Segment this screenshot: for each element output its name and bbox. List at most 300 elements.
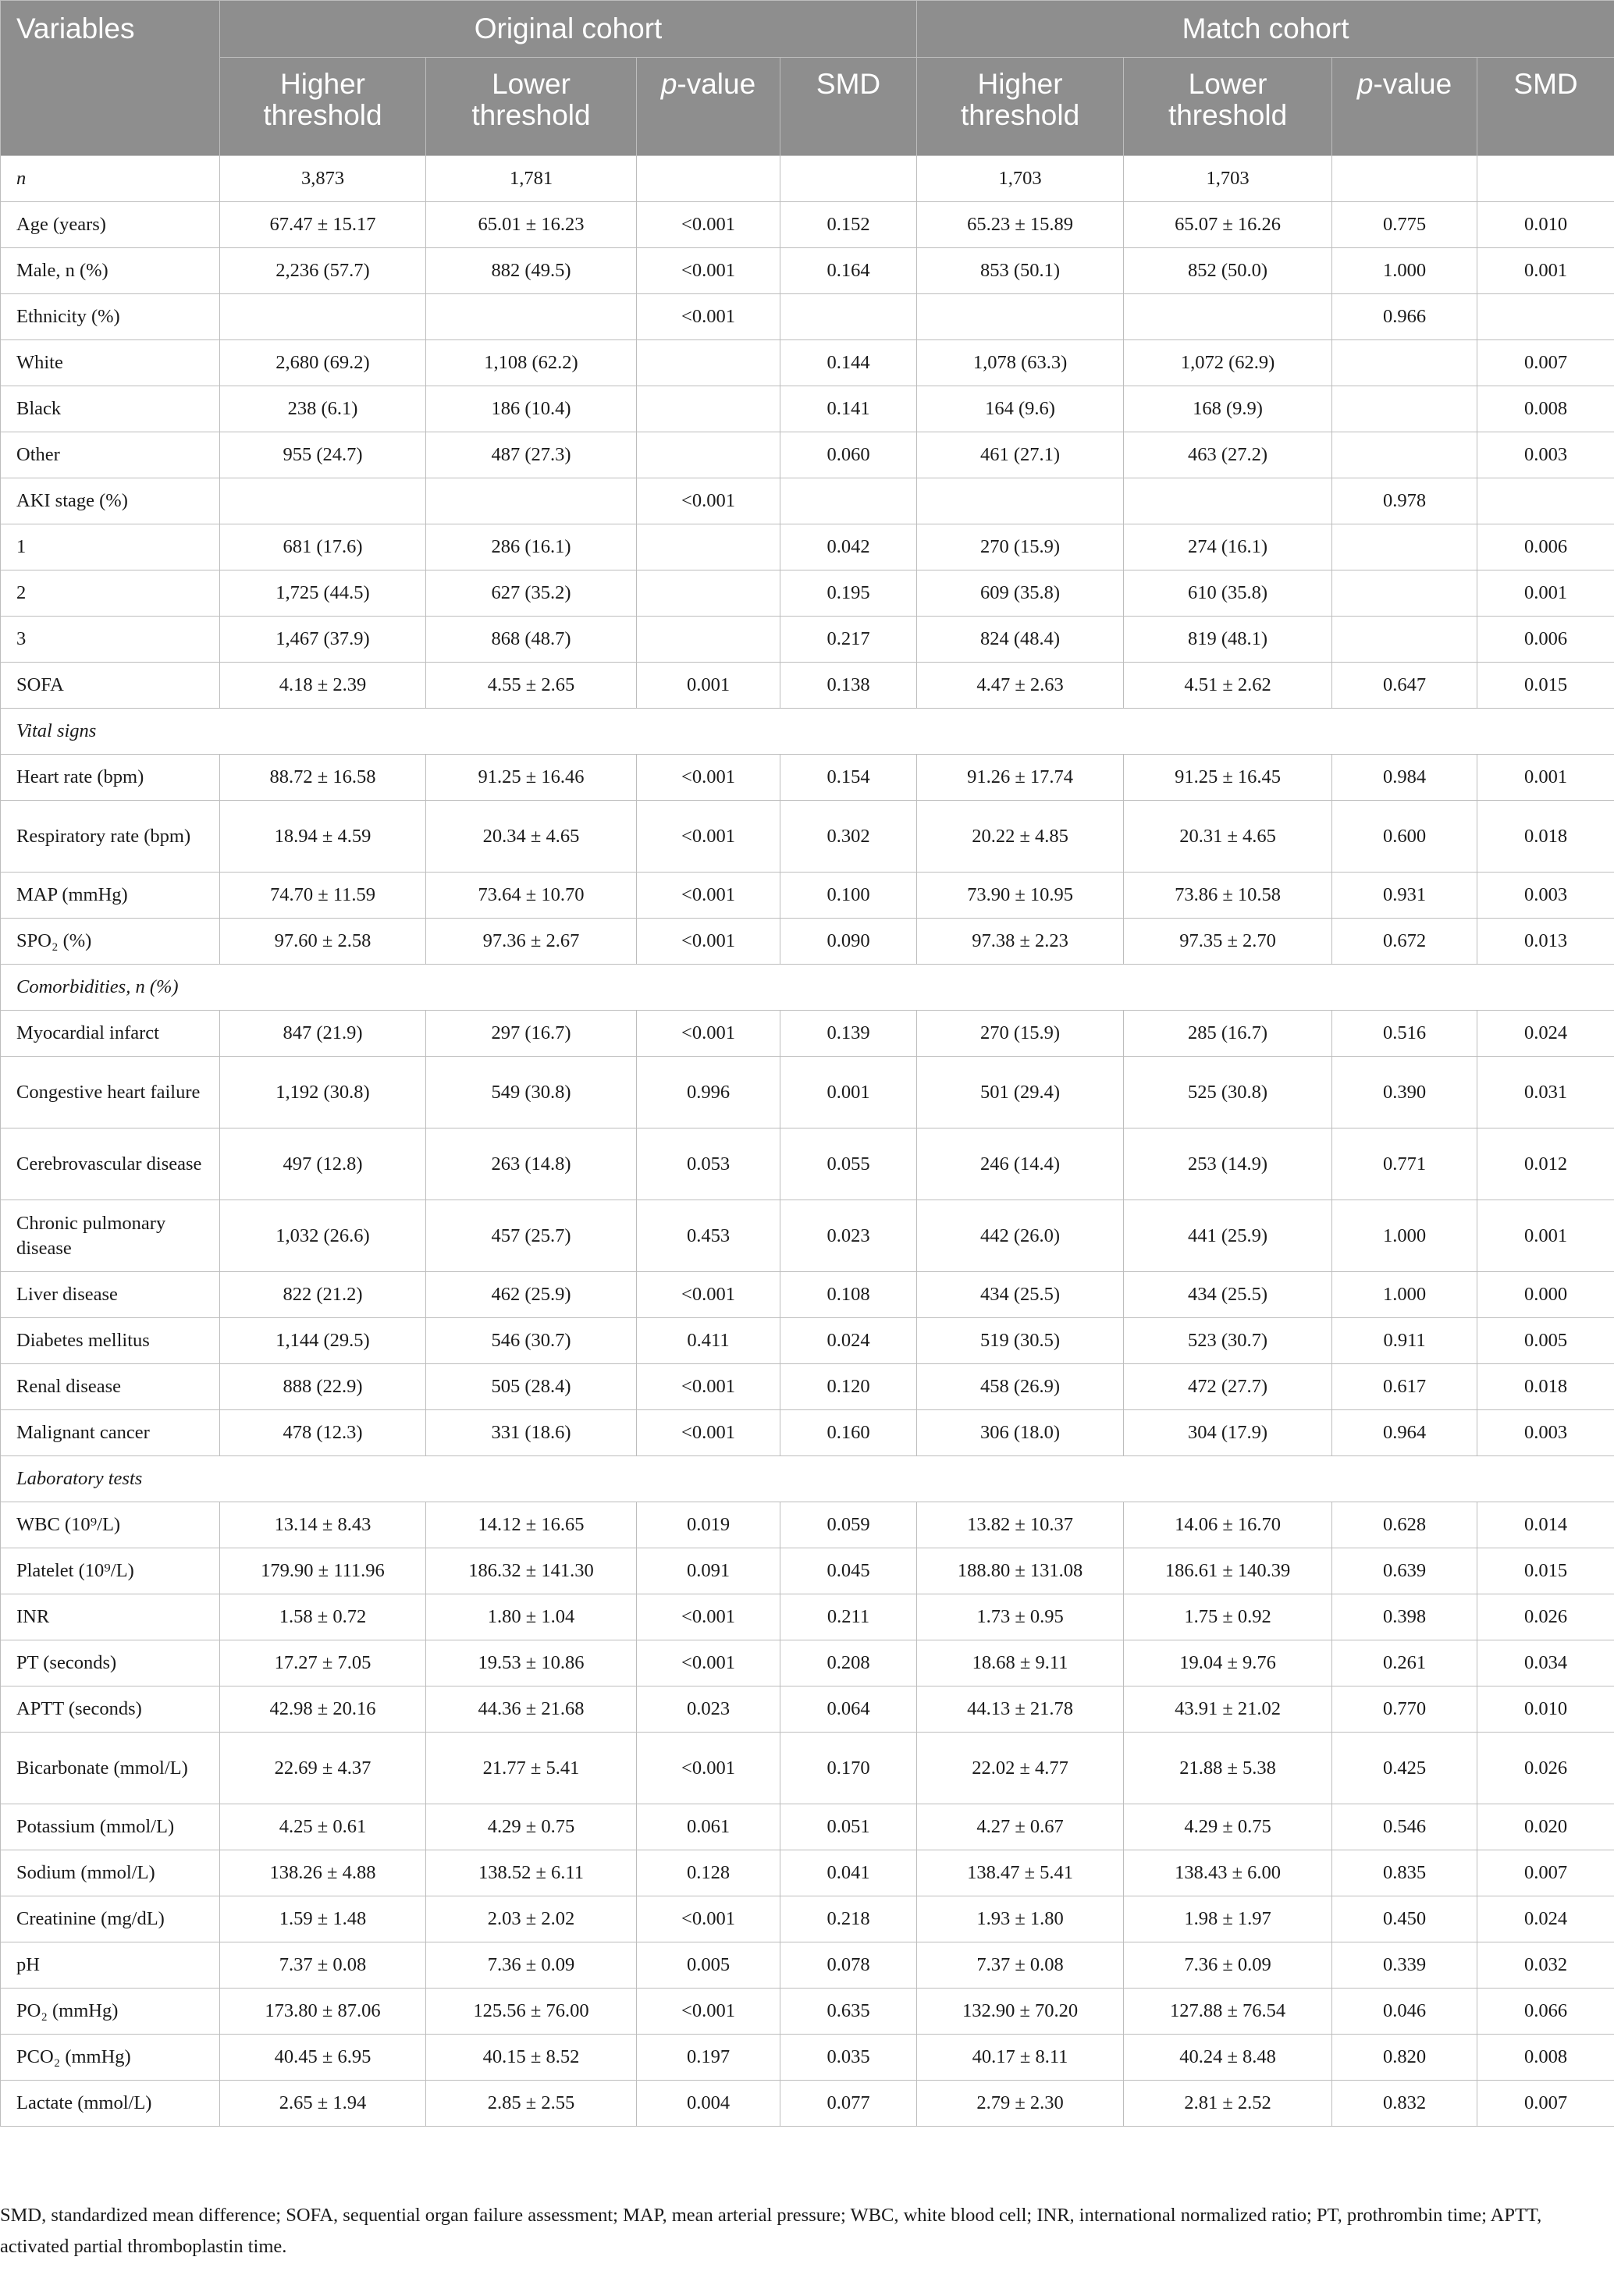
table-cell: 0.138 bbox=[780, 663, 917, 709]
table-cell: 73.90 ± 10.95 bbox=[917, 873, 1124, 919]
table-cell: 173.80 ± 87.06 bbox=[220, 1989, 426, 2035]
table-cell: 4.29 ± 0.75 bbox=[1124, 1804, 1332, 1850]
table-cell: <0.001 bbox=[637, 1594, 780, 1640]
table-cell: 0.023 bbox=[637, 1686, 780, 1733]
table-cell bbox=[1477, 294, 1614, 340]
table-cell: 0.771 bbox=[1332, 1128, 1477, 1200]
table-cell: 868 (48.7) bbox=[426, 617, 637, 663]
table-cell bbox=[220, 294, 426, 340]
row-label: Ethnicity (%) bbox=[1, 294, 220, 340]
table-cell: 681 (17.6) bbox=[220, 524, 426, 570]
row-label: Diabetes mellitus bbox=[1, 1318, 220, 1364]
table-row bbox=[1, 873, 1614, 919]
table-cell bbox=[1124, 294, 1332, 340]
row-label: Bicarbonate (mmol/L) bbox=[1, 1733, 220, 1804]
table-cell: 132.90 ± 70.20 bbox=[917, 1989, 1124, 2035]
table-cell: 1.75 ± 0.92 bbox=[1124, 1594, 1332, 1640]
table-cell bbox=[1332, 617, 1477, 663]
table-cell: 0.066 bbox=[1477, 1989, 1614, 2035]
table-cell: 0.390 bbox=[1332, 1057, 1477, 1128]
row-label: 1 bbox=[1, 524, 220, 570]
table-cell: 1,192 (30.8) bbox=[220, 1057, 426, 1128]
table-cell: 97.38 ± 2.23 bbox=[917, 919, 1124, 965]
table-cell: 1.59 ± 1.48 bbox=[220, 1896, 426, 1942]
original-cohort-header: Original cohort bbox=[220, 1, 917, 58]
table-cell: 97.36 ± 2.67 bbox=[426, 919, 637, 965]
table-cell: <0.001 bbox=[637, 919, 780, 965]
table-cell: 0.128 bbox=[637, 1850, 780, 1896]
table-cell: <0.001 bbox=[637, 801, 780, 873]
table-cell: 478 (12.3) bbox=[220, 1410, 426, 1456]
row-label: Liver disease bbox=[1, 1272, 220, 1318]
table-cell: 186.61 ± 140.39 bbox=[1124, 1548, 1332, 1594]
row-label: n bbox=[1, 156, 220, 202]
table-cell: 22.02 ± 4.77 bbox=[917, 1733, 1124, 1804]
table-cell: 0.211 bbox=[780, 1594, 917, 1640]
row-label: Platelet (10⁹/L) bbox=[1, 1548, 220, 1594]
subcolumn-header: SMD bbox=[780, 58, 917, 156]
table-cell: 0.832 bbox=[1332, 2081, 1477, 2127]
table-row bbox=[1, 801, 1614, 873]
table-cell: 274 (16.1) bbox=[1124, 524, 1332, 570]
table-row bbox=[1, 1364, 1614, 1410]
table-cell: 97.35 ± 2.70 bbox=[1124, 919, 1332, 965]
table-cell: 0.208 bbox=[780, 1640, 917, 1686]
table-cell: 1.80 ± 1.04 bbox=[426, 1594, 637, 1640]
table-cell: 186 (10.4) bbox=[426, 386, 637, 432]
table-cell bbox=[426, 294, 637, 340]
table-cell: 505 (28.4) bbox=[426, 1364, 637, 1410]
table-cell: 0.398 bbox=[1332, 1594, 1477, 1640]
table-cell: 7.36 ± 0.09 bbox=[426, 1942, 637, 1989]
row-label: APTT (seconds) bbox=[1, 1686, 220, 1733]
table-cell: 1,072 (62.9) bbox=[1124, 340, 1332, 386]
table-cell: <0.001 bbox=[637, 1272, 780, 1318]
table-cell bbox=[917, 294, 1124, 340]
table-cell bbox=[637, 432, 780, 478]
table-cell: 331 (18.6) bbox=[426, 1410, 637, 1456]
table-cell bbox=[1477, 478, 1614, 524]
variables-header: Variables bbox=[1, 1, 220, 156]
table-cell: 0.835 bbox=[1332, 1850, 1477, 1896]
table-cell: 0.516 bbox=[1332, 1011, 1477, 1057]
table-cell bbox=[1332, 432, 1477, 478]
table-cell: 4.27 ± 0.67 bbox=[917, 1804, 1124, 1850]
table-row bbox=[1, 1057, 1614, 1128]
section-row bbox=[1, 709, 1614, 755]
table-cell: 1.000 bbox=[1332, 1272, 1477, 1318]
table-cell: 0.770 bbox=[1332, 1686, 1477, 1733]
table-cell: 0.450 bbox=[1332, 1896, 1477, 1942]
table-cell bbox=[1332, 524, 1477, 570]
table-cell: 853 (50.1) bbox=[917, 248, 1124, 294]
table-cell: 65.01 ± 16.23 bbox=[426, 202, 637, 248]
row-label: Heart rate (bpm) bbox=[1, 755, 220, 801]
table-cell: 472 (27.7) bbox=[1124, 1364, 1332, 1410]
table-cell: 67.47 ± 15.17 bbox=[220, 202, 426, 248]
table-cell: 0.120 bbox=[780, 1364, 917, 1410]
table-cell: 1.93 ± 1.80 bbox=[917, 1896, 1124, 1942]
table-cell: 1,078 (63.3) bbox=[917, 340, 1124, 386]
table-cell: 18.94 ± 4.59 bbox=[220, 801, 426, 873]
table-cell: 20.31 ± 4.65 bbox=[1124, 801, 1332, 873]
table-cell: 627 (35.2) bbox=[426, 570, 637, 617]
row-label: Myocardial infarct bbox=[1, 1011, 220, 1057]
row-label: Other bbox=[1, 432, 220, 478]
table-cell: 0.152 bbox=[780, 202, 917, 248]
table-cell: 17.27 ± 7.05 bbox=[220, 1640, 426, 1686]
table-cell: 179.90 ± 111.96 bbox=[220, 1548, 426, 1594]
table-row bbox=[1, 663, 1614, 709]
table-cell bbox=[637, 524, 780, 570]
table-cell: 0.775 bbox=[1332, 202, 1477, 248]
table-cell: 65.23 ± 15.89 bbox=[917, 202, 1124, 248]
table-cell: 0.046 bbox=[1332, 1989, 1477, 2035]
table-cell: 74.70 ± 11.59 bbox=[220, 873, 426, 919]
table-cell bbox=[1124, 478, 1332, 524]
table-cell: 0.001 bbox=[1477, 248, 1614, 294]
section-row bbox=[1, 965, 1614, 1011]
table-cell: 0.600 bbox=[1332, 801, 1477, 873]
table-cell: 0.005 bbox=[1477, 1318, 1614, 1364]
table-cell: 0.144 bbox=[780, 340, 917, 386]
table-row bbox=[1, 1410, 1614, 1456]
table-cell: 7.37 ± 0.08 bbox=[220, 1942, 426, 1989]
table-cell: 91.25 ± 16.46 bbox=[426, 755, 637, 801]
table-cell bbox=[1332, 570, 1477, 617]
table-cell: 0.012 bbox=[1477, 1128, 1614, 1200]
table-cell: 0.001 bbox=[1477, 1200, 1614, 1272]
table-cell: 4.29 ± 0.75 bbox=[426, 1804, 637, 1850]
table-cell: 0.261 bbox=[1332, 1640, 1477, 1686]
table-cell: 20.22 ± 4.85 bbox=[917, 801, 1124, 873]
table-cell: 4.25 ± 0.61 bbox=[220, 1804, 426, 1850]
table-cell: 0.820 bbox=[1332, 2035, 1477, 2081]
table-cell: 525 (30.8) bbox=[1124, 1057, 1332, 1128]
table-cell: 44.36 ± 21.68 bbox=[426, 1686, 637, 1733]
table-cell: 501 (29.4) bbox=[917, 1057, 1124, 1128]
table-cell: 1.58 ± 0.72 bbox=[220, 1594, 426, 1640]
table-cell: 0.026 bbox=[1477, 1733, 1614, 1804]
table-cell: 0.060 bbox=[780, 432, 917, 478]
subcolumn-header: Lower threshold bbox=[1124, 58, 1332, 156]
table-cell: 0.217 bbox=[780, 617, 917, 663]
table-cell: 13.14 ± 8.43 bbox=[220, 1502, 426, 1548]
table-cell: 22.69 ± 4.37 bbox=[220, 1733, 426, 1804]
table-row bbox=[1, 1686, 1614, 1733]
table-cell: 0.010 bbox=[1477, 1686, 1614, 1733]
table-cell: <0.001 bbox=[637, 873, 780, 919]
table-cell: 0.141 bbox=[780, 386, 917, 432]
table-cell: 0.015 bbox=[1477, 1548, 1614, 1594]
table-cell: 0.425 bbox=[1332, 1733, 1477, 1804]
table-footnote: SMD, standardized mean difference; SOFA, sequential organ failure assessment; MAP, mean arterial pressure; WBC, white blood cell; INR, international normalized ratio; PT, prothrombin time; APTT, activated partial thromboplastin time. bbox=[0, 2205, 1542, 2257]
table-row bbox=[1, 1804, 1614, 1850]
table-cell: 0.077 bbox=[780, 2081, 917, 2127]
table-cell: 40.15 ± 8.52 bbox=[426, 2035, 637, 2081]
table-cell: 0.197 bbox=[637, 2035, 780, 2081]
table-cell: 91.25 ± 16.45 bbox=[1124, 755, 1332, 801]
table-cell: 0.005 bbox=[637, 1942, 780, 1989]
table-cell: 442 (26.0) bbox=[917, 1200, 1124, 1272]
table-cell: <0.001 bbox=[637, 202, 780, 248]
table-cell: 1,467 (37.9) bbox=[220, 617, 426, 663]
table-cell bbox=[637, 340, 780, 386]
table-cell: 0.004 bbox=[637, 2081, 780, 2127]
table-cell: 888 (22.9) bbox=[220, 1364, 426, 1410]
table-row bbox=[1, 1989, 1614, 2035]
row-label: INR bbox=[1, 1594, 220, 1640]
table-cell: 0.978 bbox=[1332, 478, 1477, 524]
table-cell: 19.53 ± 10.86 bbox=[426, 1640, 637, 1686]
table-cell: 286 (16.1) bbox=[426, 524, 637, 570]
table-cell: 127.88 ± 76.54 bbox=[1124, 1989, 1332, 2035]
row-label: Sodium (mmol/L) bbox=[1, 1850, 220, 1896]
table-cell: 0.008 bbox=[1477, 386, 1614, 432]
table-cell: 497 (12.8) bbox=[220, 1128, 426, 1200]
table-cell: 40.17 ± 8.11 bbox=[917, 2035, 1124, 2081]
table-cell: 1,032 (26.6) bbox=[220, 1200, 426, 1272]
table-row bbox=[1, 386, 1614, 432]
section-label: Vital signs bbox=[1, 709, 1614, 755]
table-cell: 1,781 bbox=[426, 156, 637, 202]
table-row bbox=[1, 1502, 1614, 1548]
table-cell: 164 (9.6) bbox=[917, 386, 1124, 432]
row-label: Cerebrovascular disease bbox=[1, 1128, 220, 1200]
table-cell: <0.001 bbox=[637, 1896, 780, 1942]
match-cohort-header: Match cohort bbox=[917, 1, 1614, 58]
table-cell: <0.001 bbox=[637, 1410, 780, 1456]
table-cell: 461 (27.1) bbox=[917, 432, 1124, 478]
table-cell bbox=[1332, 386, 1477, 432]
table-cell: 0.007 bbox=[1477, 340, 1614, 386]
table-cell: 1,703 bbox=[917, 156, 1124, 202]
table-cell: <0.001 bbox=[637, 1640, 780, 1686]
table-row bbox=[1, 1011, 1614, 1057]
row-label: 2 bbox=[1, 570, 220, 617]
table-cell: 0.931 bbox=[1332, 873, 1477, 919]
table-row bbox=[1, 2081, 1614, 2127]
table-cell: 487 (27.3) bbox=[426, 432, 637, 478]
subheader-row bbox=[1, 58, 1614, 156]
table-row bbox=[1, 1272, 1614, 1318]
table-body bbox=[1, 156, 1614, 2127]
table-cell: 0.007 bbox=[1477, 2081, 1614, 2127]
row-label: White bbox=[1, 340, 220, 386]
table-cell bbox=[780, 478, 917, 524]
table-cell: 7.36 ± 0.09 bbox=[1124, 1942, 1332, 1989]
table-cell: 2,236 (57.7) bbox=[220, 248, 426, 294]
table-row bbox=[1, 156, 1614, 202]
table-cell: 0.411 bbox=[637, 1318, 780, 1364]
table-cell: 0.035 bbox=[780, 2035, 917, 2081]
table-cell bbox=[780, 294, 917, 340]
table-cell: 0.647 bbox=[1332, 663, 1477, 709]
table-cell: 1,108 (62.2) bbox=[426, 340, 637, 386]
row-label: AKI stage (%) bbox=[1, 478, 220, 524]
table-cell: 0.302 bbox=[780, 801, 917, 873]
table-cell: 0.984 bbox=[1332, 755, 1477, 801]
table-cell: 138.43 ± 6.00 bbox=[1124, 1850, 1332, 1896]
table-cell: 0.001 bbox=[1477, 570, 1614, 617]
table-cell: 0.024 bbox=[780, 1318, 917, 1364]
table-row bbox=[1, 1128, 1614, 1200]
table-cell: 138.52 ± 6.11 bbox=[426, 1850, 637, 1896]
subcolumn-header: Higher threshold bbox=[917, 58, 1124, 156]
table-cell bbox=[917, 478, 1124, 524]
table-cell: 610 (35.8) bbox=[1124, 570, 1332, 617]
row-label: SOFA bbox=[1, 663, 220, 709]
table-cell: 847 (21.9) bbox=[220, 1011, 426, 1057]
row-label: Chronic pulmonary disease bbox=[1, 1200, 220, 1272]
table-cell: 0.041 bbox=[780, 1850, 917, 1896]
row-label: Lactate (mmol/L) bbox=[1, 2081, 220, 2127]
table-cell: 0.018 bbox=[1477, 1364, 1614, 1410]
table-cell: 546 (30.7) bbox=[426, 1318, 637, 1364]
table-cell: 246 (14.4) bbox=[917, 1128, 1124, 1200]
table-cell: 0.061 bbox=[637, 1804, 780, 1850]
table-row bbox=[1, 202, 1614, 248]
table-cell bbox=[780, 156, 917, 202]
table-cell: 42.98 ± 20.16 bbox=[220, 1686, 426, 1733]
table-cell: 3,873 bbox=[220, 156, 426, 202]
table-cell: 0.003 bbox=[1477, 432, 1614, 478]
table-cell: 0.996 bbox=[637, 1057, 780, 1128]
table-cell: 0.108 bbox=[780, 1272, 917, 1318]
table-cell: 0.019 bbox=[637, 1502, 780, 1548]
table-cell: 0.546 bbox=[1332, 1804, 1477, 1850]
table-cell: 0.010 bbox=[1477, 202, 1614, 248]
table-cell: 0.023 bbox=[780, 1200, 917, 1272]
table-cell: 0.034 bbox=[1477, 1640, 1614, 1686]
table-cell: 0.032 bbox=[1477, 1942, 1614, 1989]
table-cell: 434 (25.5) bbox=[917, 1272, 1124, 1318]
table-cell: 0.000 bbox=[1477, 1272, 1614, 1318]
table-cell: 0.013 bbox=[1477, 919, 1614, 965]
table-cell: 0.160 bbox=[780, 1410, 917, 1456]
table-cell: 0.091 bbox=[637, 1548, 780, 1594]
table-cell: 0.154 bbox=[780, 755, 917, 801]
table-row bbox=[1, 432, 1614, 478]
table-cell: 1,144 (29.5) bbox=[220, 1318, 426, 1364]
table-cell: 0.007 bbox=[1477, 1850, 1614, 1896]
row-label: MAP (mmHg) bbox=[1, 873, 220, 919]
section-row bbox=[1, 1456, 1614, 1502]
table-cell: 0.015 bbox=[1477, 663, 1614, 709]
table-cell: 21.88 ± 5.38 bbox=[1124, 1733, 1332, 1804]
table-cell: 0.006 bbox=[1477, 524, 1614, 570]
row-label: Age (years) bbox=[1, 202, 220, 248]
table-cell: 2.85 ± 2.55 bbox=[426, 2081, 637, 2127]
table-cell: 0.045 bbox=[780, 1548, 917, 1594]
table-cell: 304 (17.9) bbox=[1124, 1410, 1332, 1456]
table-cell: 0.453 bbox=[637, 1200, 780, 1272]
table-cell: 852 (50.0) bbox=[1124, 248, 1332, 294]
subcolumn-header: p-value bbox=[1332, 58, 1477, 156]
subcolumn-header: p-value bbox=[637, 58, 780, 156]
table-cell: 824 (48.4) bbox=[917, 617, 1124, 663]
table-cell: 0.020 bbox=[1477, 1804, 1614, 1850]
table-cell: 2,680 (69.2) bbox=[220, 340, 426, 386]
row-label: Potassium (mmol/L) bbox=[1, 1804, 220, 1850]
table-cell: 0.966 bbox=[1332, 294, 1477, 340]
row-label: WBC (10⁹/L) bbox=[1, 1502, 220, 1548]
table-cell: <0.001 bbox=[637, 755, 780, 801]
table-cell: 88.72 ± 16.58 bbox=[220, 755, 426, 801]
table-cell: 0.026 bbox=[1477, 1594, 1614, 1640]
table-row bbox=[1, 919, 1614, 965]
table-cell: 822 (21.2) bbox=[220, 1272, 426, 1318]
table-row bbox=[1, 617, 1614, 663]
subcolumn-header: Higher threshold bbox=[220, 58, 426, 156]
table-row bbox=[1, 1318, 1614, 1364]
table-cell: 97.60 ± 2.58 bbox=[220, 919, 426, 965]
table-cell: 0.001 bbox=[1477, 755, 1614, 801]
table-cell: 13.82 ± 10.37 bbox=[917, 1502, 1124, 1548]
table-cell: 0.042 bbox=[780, 524, 917, 570]
table-cell: 270 (15.9) bbox=[917, 524, 1124, 570]
table-cell: 0.018 bbox=[1477, 801, 1614, 873]
table-row bbox=[1, 1200, 1614, 1272]
table-row bbox=[1, 1640, 1614, 1686]
table-cell: 73.86 ± 10.58 bbox=[1124, 873, 1332, 919]
table-cell: 0.051 bbox=[780, 1804, 917, 1850]
table-cell: 2.81 ± 2.52 bbox=[1124, 2081, 1332, 2127]
table-cell: 0.635 bbox=[780, 1989, 917, 2035]
table-cell: 186.32 ± 141.30 bbox=[426, 1548, 637, 1594]
row-label: Male, n (%) bbox=[1, 248, 220, 294]
table-cell: 4.55 ± 2.65 bbox=[426, 663, 637, 709]
table-cell: 0.053 bbox=[637, 1128, 780, 1200]
table-row bbox=[1, 1896, 1614, 1942]
table-row bbox=[1, 248, 1614, 294]
table-cell: 0.339 bbox=[1332, 1942, 1477, 1989]
table-cell: 4.18 ± 2.39 bbox=[220, 663, 426, 709]
row-label: PO₂ (mmHg) bbox=[1, 1989, 220, 2035]
table-cell: 263 (14.8) bbox=[426, 1128, 637, 1200]
table-cell: 463 (27.2) bbox=[1124, 432, 1332, 478]
table-cell: 43.91 ± 21.02 bbox=[1124, 1686, 1332, 1733]
table-row bbox=[1, 755, 1614, 801]
table-cell: 523 (30.7) bbox=[1124, 1318, 1332, 1364]
table-cell: 40.24 ± 8.48 bbox=[1124, 2035, 1332, 2081]
table-cell: 0.003 bbox=[1477, 873, 1614, 919]
table-cell: 434 (25.5) bbox=[1124, 1272, 1332, 1318]
table-cell: 1.000 bbox=[1332, 248, 1477, 294]
table-row bbox=[1, 524, 1614, 570]
table-cell: 1.000 bbox=[1332, 1200, 1477, 1272]
table-cell: 0.639 bbox=[1332, 1548, 1477, 1594]
table-cell: 4.51 ± 2.62 bbox=[1124, 663, 1332, 709]
table-cell bbox=[1332, 156, 1477, 202]
table-cell: <0.001 bbox=[637, 1011, 780, 1057]
table-cell: 2.79 ± 2.30 bbox=[917, 2081, 1124, 2127]
table-cell bbox=[220, 478, 426, 524]
table-row bbox=[1, 1548, 1614, 1594]
table-cell: 519 (30.5) bbox=[917, 1318, 1124, 1364]
table-row bbox=[1, 570, 1614, 617]
row-label: Malignant cancer bbox=[1, 1410, 220, 1456]
table-cell: 188.80 ± 131.08 bbox=[917, 1548, 1124, 1594]
table-cell: 73.64 ± 10.70 bbox=[426, 873, 637, 919]
table-cell: 4.47 ± 2.63 bbox=[917, 663, 1124, 709]
table-cell: 238 (6.1) bbox=[220, 386, 426, 432]
table-cell bbox=[637, 570, 780, 617]
table-row bbox=[1, 294, 1614, 340]
table-cell: 0.218 bbox=[780, 1896, 917, 1942]
table-cell: 0.001 bbox=[637, 663, 780, 709]
table-cell: 306 (18.0) bbox=[917, 1410, 1124, 1456]
